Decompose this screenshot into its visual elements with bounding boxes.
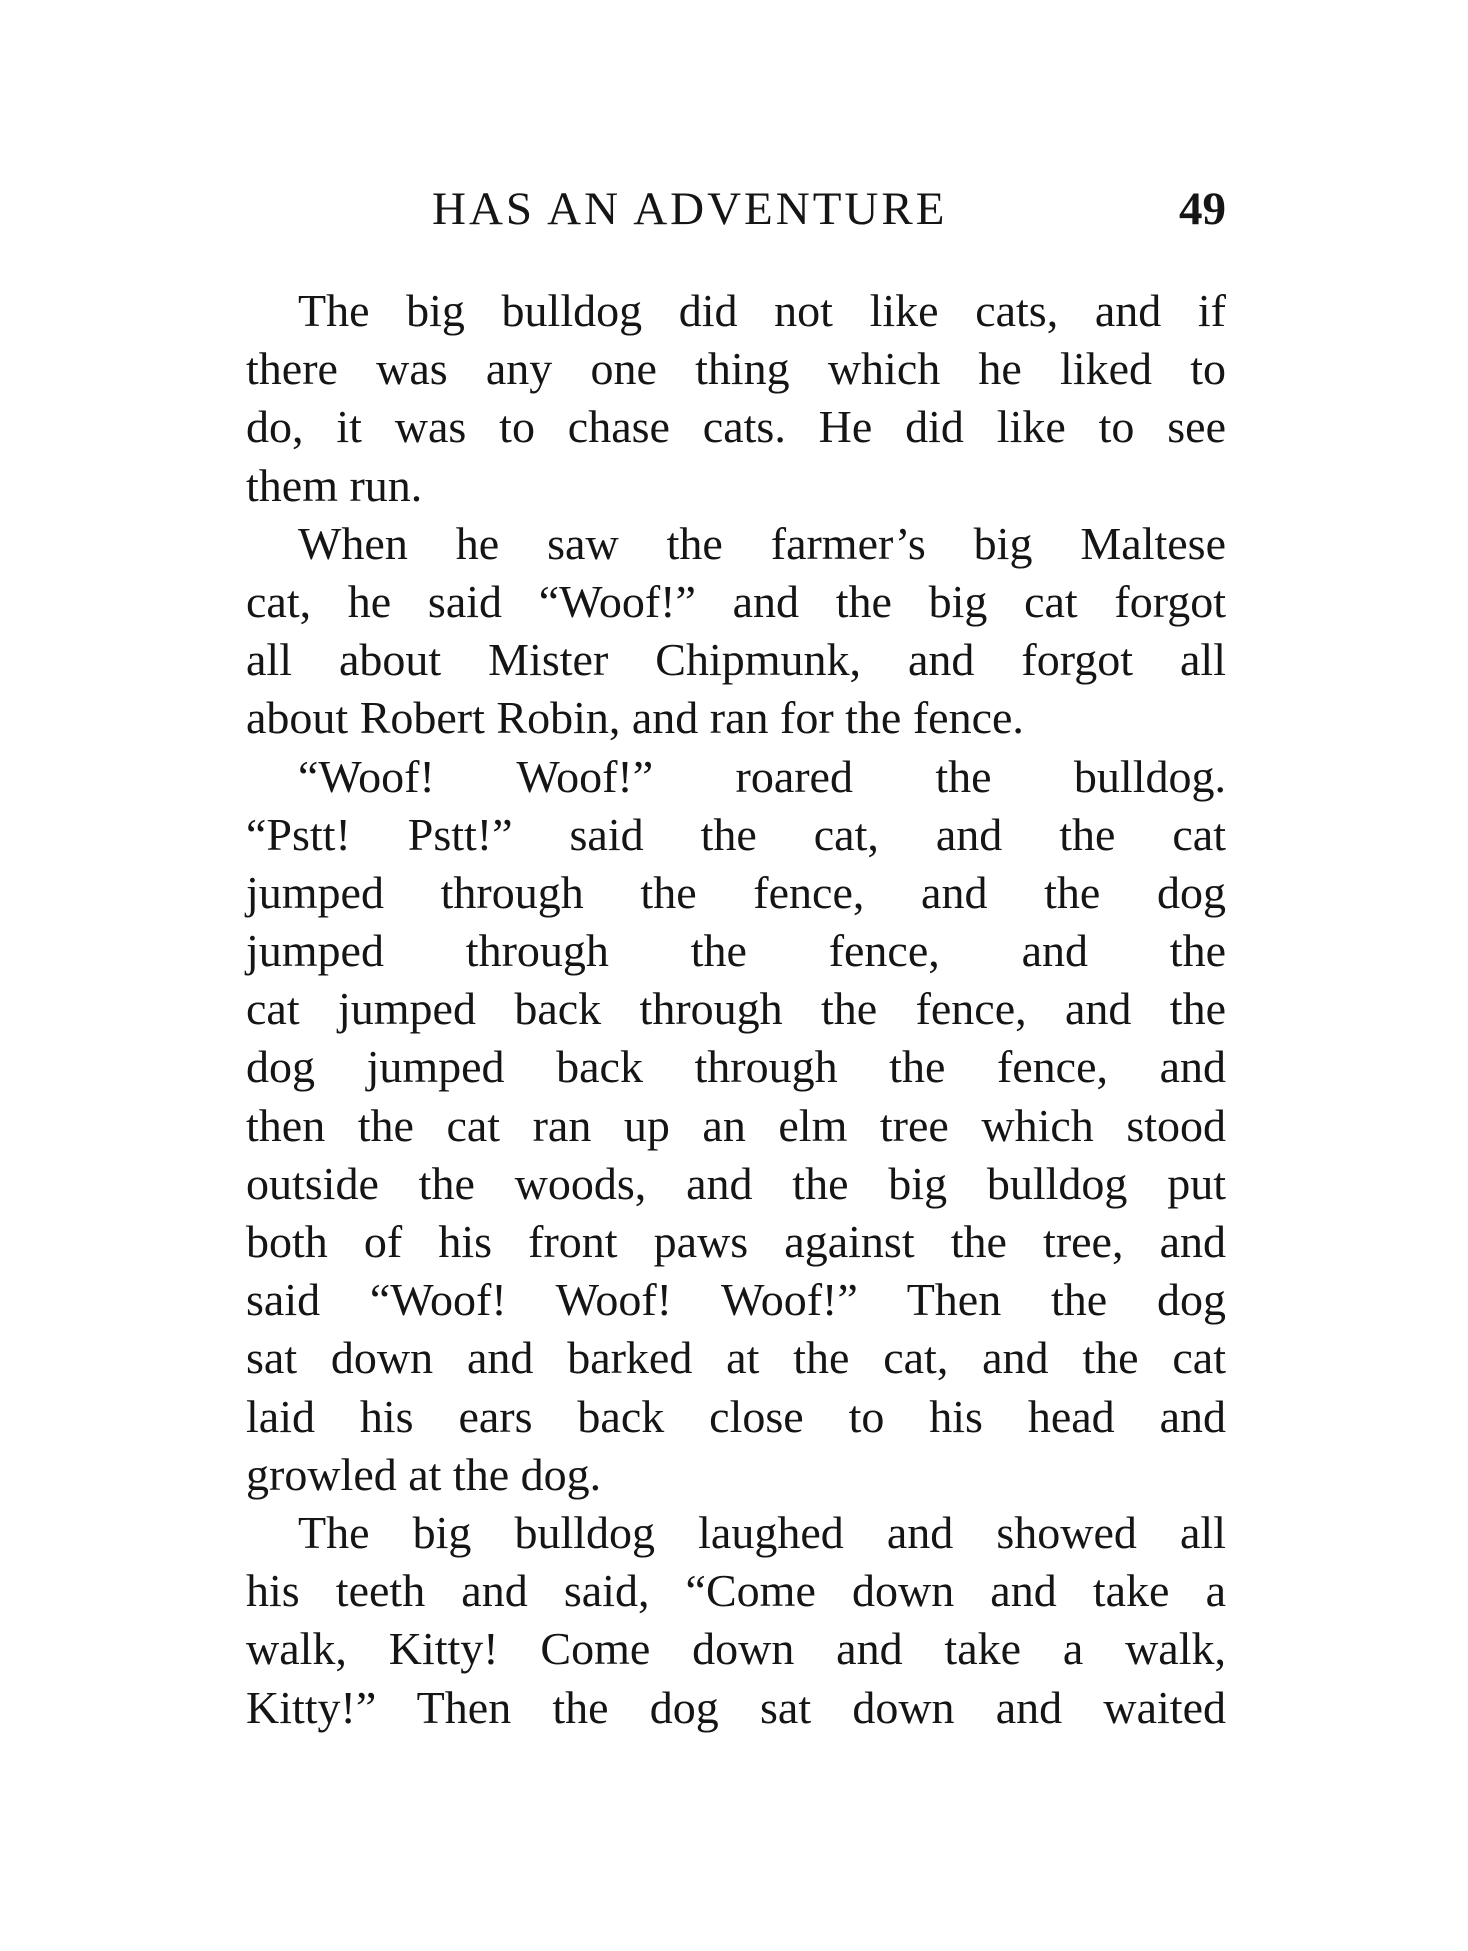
text-line: jumped through the fence, and the [246, 925, 1226, 977]
text-line: “Woof! Woof!” roared the bulldog. [298, 750, 1226, 802]
text-line: his teeth and said, “Come down and take a [246, 1565, 1226, 1617]
body-text [246, 282, 1226, 1737]
text-line: said “Woof! Woof! Woof!” Then the dog [246, 1274, 1226, 1326]
text-line: sat down and barked at the cat, and the cat [246, 1332, 1226, 1384]
running-head [246, 182, 1226, 242]
page-number: 49 [1179, 183, 1226, 235]
text-line: laid his ears back close to his head and [246, 1390, 1226, 1442]
text-line: dog jumped back through the fence, and [246, 1041, 1226, 1093]
text-line: The big bulldog did not like cats, and if [298, 285, 1226, 336]
text-line: walk, Kitty! Come down and take a walk, [246, 1623, 1226, 1675]
text-line: them run. [246, 459, 423, 511]
text-line: growled at the dog. [246, 1448, 602, 1500]
text-line: “Pstt! Pstt!” said the cat, and the cat [246, 808, 1226, 860]
text-line: do, it was to chase cats. He did like to see [246, 401, 1226, 453]
text-line: cat jumped back through the fence, and the [246, 983, 1226, 1035]
text-line: jumped through the fence, and the dog [246, 866, 1226, 918]
paragraph [246, 748, 1226, 1504]
text-line: The big bulldog laughed and showed all [298, 1506, 1226, 1558]
text-line: then the cat ran up an elm tree which stood [246, 1099, 1226, 1151]
text-line: cat, he said “Woof!” and the big cat forgot [246, 575, 1226, 627]
paragraph [246, 1504, 1226, 1737]
text-line: Kitty!” Then the dog sat down and waited [246, 1681, 1226, 1733]
text-line: When he saw the farmer’s big Maltese [298, 517, 1226, 569]
text-line: there was any one thing which he liked to [246, 343, 1226, 395]
text-line: about Robert Robin, and ran for the fence. [246, 692, 1024, 744]
running-title: HAS AN ADVENTURE [432, 183, 948, 235]
text-line: all about Mister Chipmunk, and forgot all [246, 634, 1226, 686]
text-line: outside the woods, and the big bulldog put [246, 1157, 1226, 1209]
paragraph [246, 282, 1226, 515]
paragraph [246, 515, 1226, 748]
text-line: both of his front paws against the tree, and [246, 1216, 1226, 1267]
